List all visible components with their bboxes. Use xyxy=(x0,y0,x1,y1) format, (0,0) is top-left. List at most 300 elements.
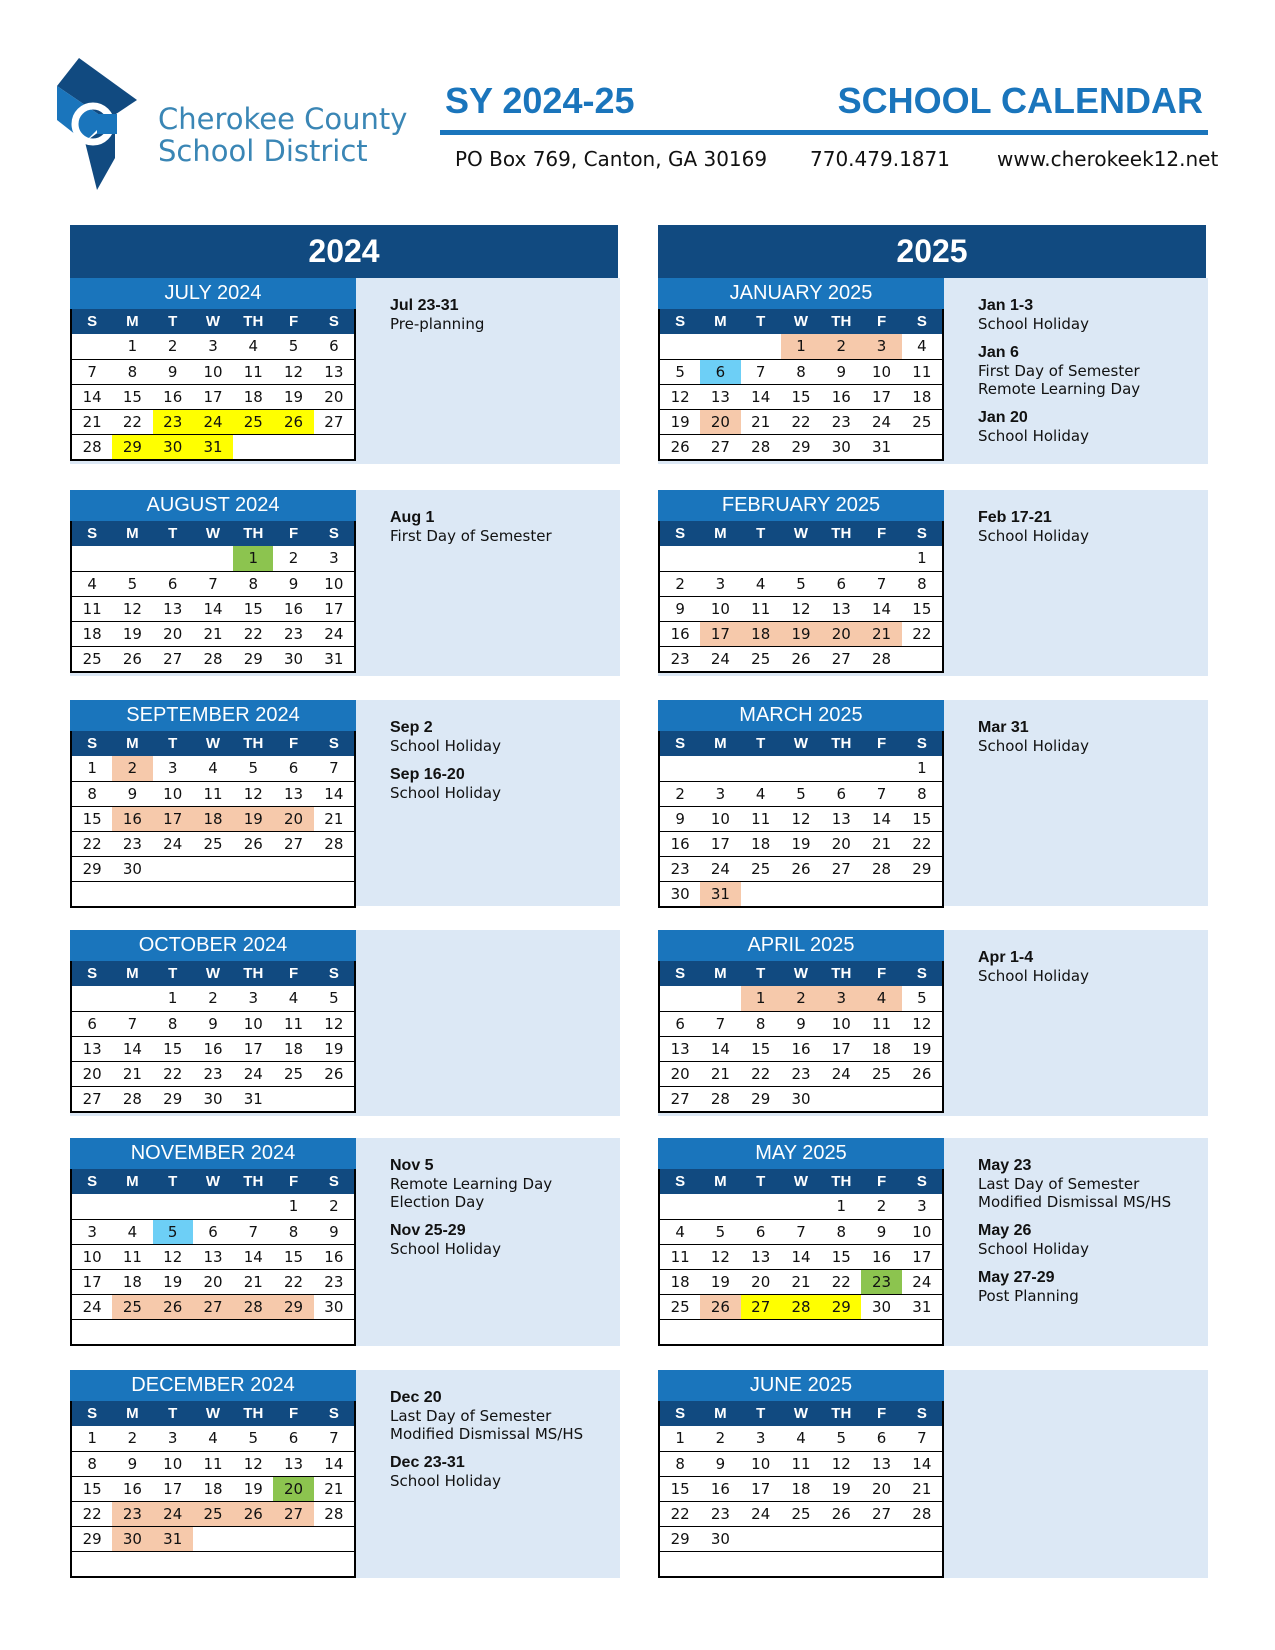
event-note xyxy=(390,1156,610,1211)
day-cell: 18 xyxy=(284,1040,304,1058)
empty-day-cell xyxy=(233,1527,273,1551)
weekday-label: TH xyxy=(831,313,852,330)
day-cell: 27 xyxy=(163,650,183,668)
empty-day-cell xyxy=(112,1194,152,1219)
day-cell: 27 xyxy=(872,1505,892,1523)
day-cell: 9 xyxy=(208,1015,218,1033)
empty-day-cell xyxy=(861,756,901,781)
day-cell: 24 xyxy=(912,1273,932,1291)
empty-day-cell xyxy=(660,1194,700,1219)
day-cell: 26 xyxy=(700,1295,740,1319)
event-date: Dec 23-31 xyxy=(390,1454,465,1471)
day-cell: 6 xyxy=(208,1223,218,1241)
day-cell: 6 xyxy=(87,1015,97,1033)
weekday-label: S xyxy=(916,965,927,982)
month-grid xyxy=(70,490,356,673)
day-cell: 12 xyxy=(791,810,811,828)
weekday-label: F xyxy=(288,313,299,330)
day-cell: 25 xyxy=(193,1502,233,1526)
day-cell: 1 xyxy=(127,337,138,355)
week-rows xyxy=(70,546,356,673)
week-row xyxy=(660,1501,942,1526)
day-cell: 8 xyxy=(87,785,97,803)
day-cell: 31 xyxy=(872,438,892,456)
weekday-label: F xyxy=(876,1405,887,1422)
day-cell: 3 xyxy=(87,1223,97,1241)
day-cell: 24 xyxy=(243,1065,263,1083)
weekday-label: F xyxy=(876,525,887,542)
day-cell: 22 xyxy=(163,1065,183,1083)
empty-day-cell xyxy=(193,546,233,571)
day-cell: 16 xyxy=(203,1040,223,1058)
weekday-label: S xyxy=(916,1173,927,1190)
weekday-label: F xyxy=(876,735,887,752)
weekday-label: TH xyxy=(831,965,852,982)
week-row xyxy=(72,571,354,596)
empty-day-cell xyxy=(72,1194,112,1219)
empty-day-cell xyxy=(314,857,354,881)
day-cell: 11 xyxy=(203,1455,223,1473)
empty-day-cell xyxy=(741,546,781,571)
month-title: AUGUST 2024 xyxy=(70,490,356,521)
weekday-header xyxy=(658,521,944,546)
day-cell: 5 xyxy=(248,1429,259,1447)
weekday-label: T xyxy=(756,965,766,982)
day-cell: 28 xyxy=(82,438,102,456)
empty-day-cell xyxy=(193,1552,233,1576)
week-row xyxy=(660,756,942,781)
month-notes xyxy=(978,718,1198,765)
weekday-label: TH xyxy=(831,1405,852,1422)
weekday-label: W xyxy=(793,965,809,982)
day-cell: 8 xyxy=(87,1455,97,1473)
weekday-header xyxy=(70,731,356,756)
week-row xyxy=(660,781,942,806)
day-cell: 1 xyxy=(87,1429,97,1447)
weekday-label: F xyxy=(876,1173,887,1190)
day-cell: 7 xyxy=(329,759,339,777)
day-cell: 12 xyxy=(284,363,304,381)
day-cell: 8 xyxy=(675,1455,685,1473)
week-row xyxy=(72,1011,354,1036)
day-cell: 5 xyxy=(917,989,927,1007)
day-cell: 15 xyxy=(670,1480,690,1498)
day-cell: 17 xyxy=(912,1248,932,1266)
weekday-label: M xyxy=(714,735,727,752)
week-row xyxy=(72,1036,354,1061)
empty-day-cell xyxy=(861,546,901,571)
day-cell: 4 xyxy=(87,575,97,593)
day-cell: 28 xyxy=(751,438,771,456)
empty-day-cell xyxy=(72,882,112,906)
week-row xyxy=(660,1011,942,1036)
empty-day-cell xyxy=(193,857,233,881)
empty-day-cell xyxy=(233,1194,273,1219)
day-cell: 21 xyxy=(751,413,771,431)
day-cell: 8 xyxy=(755,1015,766,1033)
day-cell: 30 xyxy=(831,438,851,456)
day-cell: 4 xyxy=(796,1429,806,1447)
month-grid xyxy=(658,490,944,673)
empty-day-cell xyxy=(902,1087,942,1111)
day-cell: 24 xyxy=(153,1502,193,1526)
weekday-header xyxy=(70,521,356,546)
weekday-header xyxy=(70,1401,356,1426)
day-cell: 19 xyxy=(912,1040,932,1058)
day-cell: 16 xyxy=(710,1480,730,1498)
event-note xyxy=(390,1453,610,1490)
day-cell: 25 xyxy=(284,1065,304,1083)
month-title: MARCH 2025 xyxy=(658,700,944,731)
day-cell: 21 xyxy=(82,413,102,431)
month-grid xyxy=(70,930,356,1113)
day-cell: 29 xyxy=(670,1530,690,1548)
day-cell: 2 xyxy=(876,1197,887,1215)
event-note xyxy=(390,765,610,802)
weekday-label: T xyxy=(168,525,178,542)
day-cell: 18 xyxy=(122,1273,142,1291)
empty-day-cell xyxy=(821,1552,861,1576)
weekday-label: TH xyxy=(243,525,264,542)
weekday-label: TH xyxy=(831,735,852,752)
day-cell: 20 xyxy=(163,625,183,643)
event-description: School Holiday xyxy=(978,1240,1089,1258)
month-title: FEBRUARY 2025 xyxy=(658,490,944,521)
empty-day-cell xyxy=(112,1552,152,1576)
day-cell: 23 xyxy=(670,860,690,878)
weekday-label: T xyxy=(168,1405,178,1422)
day-cell: 16 xyxy=(670,835,690,853)
day-cell: 4 xyxy=(675,1223,685,1241)
month-notes xyxy=(390,1388,610,1500)
day-cell: 13 xyxy=(163,600,183,618)
day-cell: 7 xyxy=(127,1015,138,1033)
event-note xyxy=(978,296,1198,333)
event-date: Sep 16-20 xyxy=(390,766,465,783)
day-cell: 28 xyxy=(781,1295,821,1319)
day-cell: 18 xyxy=(203,1480,223,1498)
day-cell: 31 xyxy=(700,882,740,906)
week-row xyxy=(72,856,354,881)
day-cell: 4 xyxy=(755,575,766,593)
day-cell: 5 xyxy=(675,363,685,381)
empty-day-cell xyxy=(273,1087,313,1111)
day-cell: 15 xyxy=(163,1040,183,1058)
week-rows xyxy=(70,986,356,1113)
day-cell: 21 xyxy=(324,1480,344,1498)
empty-day-cell xyxy=(861,882,901,906)
empty-day-cell xyxy=(700,1552,740,1576)
month-title: DECEMBER 2024 xyxy=(70,1370,356,1401)
empty-day-cell xyxy=(700,1194,740,1219)
day-cell: 11 xyxy=(872,1015,892,1033)
weekday-label: M xyxy=(714,313,727,330)
day-cell: 24 xyxy=(710,860,730,878)
event-description: Last Day of Semester xyxy=(978,1175,1140,1193)
empty-day-cell xyxy=(781,1194,821,1219)
day-cell: 11 xyxy=(791,1455,811,1473)
empty-day-cell xyxy=(861,1087,901,1111)
day-cell: 15 xyxy=(243,600,263,618)
day-cell: 17 xyxy=(831,1040,851,1058)
day-cell: 14 xyxy=(791,1248,811,1266)
day-cell: 19 xyxy=(710,1273,730,1291)
weekday-label: TH xyxy=(243,1173,264,1190)
weekday-label: T xyxy=(756,313,766,330)
day-cell: 25 xyxy=(751,650,771,668)
day-cell: 13 xyxy=(284,1455,304,1473)
empty-day-cell xyxy=(902,1527,942,1551)
day-cell: 27 xyxy=(741,1295,781,1319)
day-cell: 18 xyxy=(741,622,781,646)
day-cell: 5 xyxy=(248,759,259,777)
day-cell: 1 xyxy=(741,986,781,1011)
empty-day-cell xyxy=(193,1527,233,1551)
day-cell: 25 xyxy=(670,1298,690,1316)
day-cell: 6 xyxy=(755,1223,766,1241)
month-grid xyxy=(658,700,944,908)
month-notes xyxy=(390,1156,610,1268)
day-cell: 14 xyxy=(324,785,344,803)
day-cell: 26 xyxy=(324,1065,344,1083)
day-cell: 28 xyxy=(203,650,223,668)
weekday-label: W xyxy=(205,1173,221,1190)
day-cell: 18 xyxy=(872,1040,892,1058)
week-row xyxy=(660,1476,942,1501)
month-notes xyxy=(390,296,610,343)
week-row xyxy=(660,596,942,621)
day-cell: 10 xyxy=(831,1015,851,1033)
weekday-label: W xyxy=(793,313,809,330)
event-date: May 26 xyxy=(978,1222,1032,1239)
day-cell: 17 xyxy=(163,1480,183,1498)
empty-day-cell xyxy=(72,986,112,1011)
weekday-label: M xyxy=(714,1173,727,1190)
event-description: Remote Learning Day xyxy=(390,1175,553,1193)
event-date: Mar 31 xyxy=(978,719,1029,736)
week-row xyxy=(72,434,354,459)
weekday-label: S xyxy=(675,1173,686,1190)
day-cell: 21 xyxy=(710,1065,730,1083)
week-row xyxy=(72,359,354,384)
weekday-label: F xyxy=(876,965,887,982)
day-cell: 22 xyxy=(670,1505,690,1523)
empty-day-cell xyxy=(314,1552,354,1576)
day-cell: 27 xyxy=(324,413,344,431)
day-cell: 29 xyxy=(751,1090,771,1108)
weekday-label: F xyxy=(288,735,299,752)
day-cell: 5 xyxy=(796,785,806,803)
event-date: Nov 5 xyxy=(390,1157,434,1174)
weekday-header xyxy=(658,1169,944,1194)
weekday-label: W xyxy=(205,965,221,982)
day-cell: 26 xyxy=(122,650,142,668)
weekday-header xyxy=(658,1401,944,1426)
day-cell: 24 xyxy=(710,650,730,668)
day-cell: 30 xyxy=(284,650,304,668)
empty-day-cell xyxy=(781,882,821,906)
day-cell: 28 xyxy=(324,835,344,853)
day-cell: 12 xyxy=(324,1015,344,1033)
month-notes xyxy=(978,296,1198,455)
weekday-label: F xyxy=(876,313,887,330)
empty-day-cell xyxy=(741,1527,781,1551)
day-cell: 19 xyxy=(670,413,690,431)
day-cell: 17 xyxy=(82,1273,102,1291)
weekday-header xyxy=(658,309,944,334)
month-title: JANUARY 2025 xyxy=(658,278,944,309)
day-cell: 21 xyxy=(872,835,892,853)
week-row xyxy=(72,1219,354,1244)
weekday-label: T xyxy=(168,313,178,330)
weekday-label: S xyxy=(87,313,98,330)
event-note xyxy=(978,1221,1198,1258)
empty-day-cell xyxy=(821,756,861,781)
day-cell: 15 xyxy=(82,1480,102,1498)
weekday-label: M xyxy=(714,525,727,542)
day-cell: 21 xyxy=(203,625,223,643)
day-cell: 5 xyxy=(796,575,806,593)
day-cell: 31 xyxy=(153,1527,193,1551)
week-row xyxy=(72,1294,354,1319)
day-cell: 13 xyxy=(284,785,304,803)
month-notes xyxy=(390,508,610,555)
day-cell: 20 xyxy=(273,807,313,831)
district-name xyxy=(158,103,407,167)
event-description: School Holiday xyxy=(390,1472,501,1490)
day-cell: 20 xyxy=(670,1065,690,1083)
event-description: Modified Dismissal MS/HS xyxy=(390,1425,584,1443)
day-cell: 27 xyxy=(273,1502,313,1526)
day-cell: 9 xyxy=(167,363,178,381)
day-cell: 4 xyxy=(208,759,218,777)
day-cell: 8 xyxy=(796,363,806,381)
day-cell: 28 xyxy=(710,1090,730,1108)
empty-day-cell xyxy=(72,1320,112,1344)
weekday-label: S xyxy=(328,525,339,542)
event-description: School Holiday xyxy=(978,527,1089,545)
day-cell: 13 xyxy=(670,1040,690,1058)
month-title: SEPTEMBER 2024 xyxy=(70,700,356,731)
week-row xyxy=(72,646,354,671)
day-cell: 4 xyxy=(861,986,901,1011)
day-cell: 13 xyxy=(872,1455,892,1473)
week-row xyxy=(660,546,942,571)
weekday-label: M xyxy=(714,1405,727,1422)
week-row xyxy=(660,409,942,434)
day-cell: 8 xyxy=(288,1223,299,1241)
website: www.cherokeek12.net xyxy=(997,147,1219,171)
day-cell: 16 xyxy=(324,1248,344,1266)
event-date: Sep 2 xyxy=(390,719,433,736)
weekday-label: M xyxy=(126,525,139,542)
event-description: First Day of Semester xyxy=(978,362,1140,380)
calendar-title: SCHOOL CALENDAR xyxy=(837,80,1203,121)
event-description: Last Day of Semester xyxy=(390,1407,552,1425)
day-cell: 1 xyxy=(233,546,273,571)
month-grid xyxy=(70,1138,356,1346)
day-cell: 2 xyxy=(675,575,685,593)
day-cell: 7 xyxy=(796,1223,806,1241)
event-date: Jul 23-31 xyxy=(390,297,459,314)
day-cell: 20 xyxy=(324,388,344,406)
event-description: First Day of Semester xyxy=(390,527,552,545)
empty-day-cell xyxy=(902,1552,942,1576)
event-note xyxy=(390,1388,610,1443)
week-row xyxy=(660,831,942,856)
event-note xyxy=(390,296,610,333)
empty-day-cell xyxy=(660,986,700,1011)
district-name-line-1: Cherokee County xyxy=(158,102,408,136)
empty-day-cell xyxy=(741,1194,781,1219)
weekday-label: S xyxy=(328,1405,339,1422)
day-cell: 10 xyxy=(324,575,344,593)
day-cell: 8 xyxy=(836,1223,847,1241)
day-cell: 30 xyxy=(153,435,193,459)
weekday-label: TH xyxy=(243,735,264,752)
event-description: Remote Learning Day xyxy=(978,380,1141,398)
event-date: Feb 17-21 xyxy=(978,509,1052,526)
day-cell: 24 xyxy=(831,1065,851,1083)
event-note xyxy=(390,1221,610,1258)
day-cell: 16 xyxy=(831,388,851,406)
week-row xyxy=(72,831,354,856)
day-cell: 1 xyxy=(781,334,821,359)
weekday-label: T xyxy=(756,735,766,752)
weekday-label: TH xyxy=(831,1173,852,1190)
day-cell: 29 xyxy=(112,435,152,459)
empty-day-cell xyxy=(781,1552,821,1576)
day-cell: 13 xyxy=(203,1248,223,1266)
day-cell: 20 xyxy=(273,1477,313,1501)
empty-day-cell xyxy=(233,857,273,881)
day-cell: 23 xyxy=(122,835,142,853)
week-rows xyxy=(70,1194,356,1346)
day-cell: 31 xyxy=(324,650,344,668)
week-rows xyxy=(70,334,356,461)
day-cell: 29 xyxy=(821,1295,861,1319)
day-cell: 3 xyxy=(248,989,259,1007)
day-cell: 25 xyxy=(791,1505,811,1523)
day-cell: 25 xyxy=(912,413,932,431)
empty-day-cell xyxy=(273,435,313,459)
day-cell: 29 xyxy=(912,860,932,878)
week-row xyxy=(72,1086,354,1111)
event-note xyxy=(978,718,1198,755)
week-row xyxy=(660,434,942,459)
day-cell: 21 xyxy=(122,1065,142,1083)
weekday-label: W xyxy=(205,1405,221,1422)
week-row xyxy=(72,806,354,831)
event-description: School Holiday xyxy=(390,784,501,802)
day-cell: 6 xyxy=(836,575,847,593)
day-cell: 10 xyxy=(243,1015,263,1033)
empty-day-cell xyxy=(781,546,821,571)
day-cell: 6 xyxy=(700,360,740,384)
day-cell: 4 xyxy=(288,989,299,1007)
day-cell: 5 xyxy=(715,1223,726,1241)
day-cell: 22 xyxy=(82,835,102,853)
empty-day-cell xyxy=(660,1552,700,1576)
empty-day-cell xyxy=(821,546,861,571)
empty-day-cell xyxy=(273,1527,313,1551)
day-cell: 9 xyxy=(127,785,138,803)
week-row xyxy=(72,1061,354,1086)
month-title: MAY 2025 xyxy=(658,1138,944,1169)
day-cell: 11 xyxy=(670,1248,690,1266)
day-cell: 3 xyxy=(917,1197,927,1215)
day-cell: 3 xyxy=(821,986,861,1011)
